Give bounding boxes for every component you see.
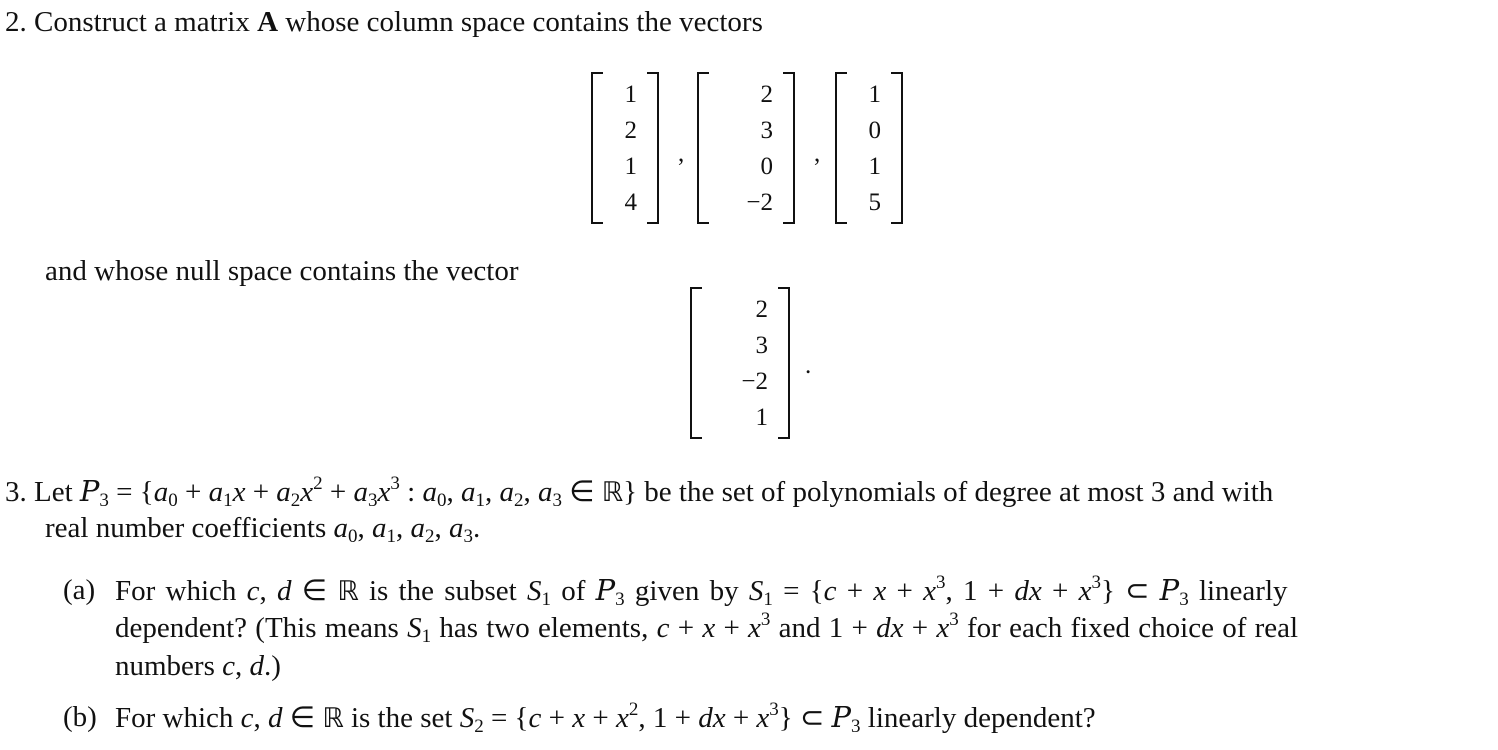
part-a-line-3: numbers c, d.) — [115, 650, 281, 682]
problem-3-let: Let — [34, 476, 73, 508]
problem-3-number: 3. — [5, 476, 27, 508]
vector-entry: 0 — [760, 153, 773, 180]
vector-entry: 4 — [624, 189, 637, 216]
vector-entry: −2 — [746, 189, 773, 216]
vector-entry: 2 — [624, 117, 637, 144]
vector-separator: , — [678, 140, 685, 167]
column-vector-3 — [835, 72, 903, 224]
matrix-a-label: A — [257, 6, 279, 38]
problem-2-text-after: whose column space contains the vectors — [285, 6, 763, 38]
vector-entry: 1 — [755, 404, 768, 431]
vector-entry: 1 — [868, 153, 881, 180]
vector-entry: 3 — [760, 117, 773, 144]
problem-2-number: 2. — [5, 6, 27, 38]
null-vector — [690, 287, 790, 439]
vector-entry: 5 — [868, 189, 881, 216]
problem-2-text-before: Construct a matrix — [34, 6, 250, 38]
vector-entry: 2 — [760, 81, 773, 108]
column-vector-2 — [697, 72, 795, 224]
null-vector-period: . — [805, 352, 812, 379]
column-vector-1 — [591, 72, 659, 224]
problem-2-statement — [5, 8, 763, 37]
part-b-line-1: For which c, d ∈ ℝ is the set $S_2 = \{c + x + x^2$, 1 + dx + $x^3$} ⊂ $P_3$ linearly dependent? — [115, 699, 1096, 737]
vector-entry: 1 — [624, 81, 637, 108]
vector-separator: , — [814, 140, 821, 167]
problem-3-line-2 — [45, 512, 481, 547]
part-a-line-1: For which c, d ∈ ℝ is the subset $S_1$ of $P_3$ given by $S_1 = \{c + x + x^3$, 1 + dx + $x^3$} ⊂ $P_3$ linearly — [115, 572, 1288, 610]
part-a-label: (a) — [63, 574, 96, 606]
vector-entry: −2 — [741, 368, 768, 395]
problem-3-definition-tail: be the set of polynomials of degree at most 3 and with — [644, 476, 1274, 508]
vector-entry: 0 — [868, 117, 881, 144]
vector-entry: 1 — [624, 153, 637, 180]
part-a-line-2: dependent? (This means $S_1$ has two elements, $c + x + x^3$ and 1 + dx + $x^3$ for each fixed choice of real — [115, 609, 1299, 647]
part-b-label: (b) — [63, 701, 97, 733]
problem-3-coefficients-text: real number coefficients — [45, 512, 327, 544]
null-space-text: and whose null space contains the vector — [45, 255, 519, 287]
vector-entry: 2 — [755, 296, 768, 323]
problem-3-line-1 — [5, 473, 1274, 511]
vector-entry: 1 — [868, 81, 881, 108]
set-definition: $P_3 = \{a_0 + a_1x + a_2x^2 + a_3x^3$ : $a_0$, $a_1$, $a_2$, $a_3$ ∈ ℝ} — [79, 473, 638, 511]
vector-entry: 3 — [755, 332, 768, 359]
coefficient-list: $a_0$, $a_1$, $a_2$, $a_3$. — [333, 512, 481, 547]
